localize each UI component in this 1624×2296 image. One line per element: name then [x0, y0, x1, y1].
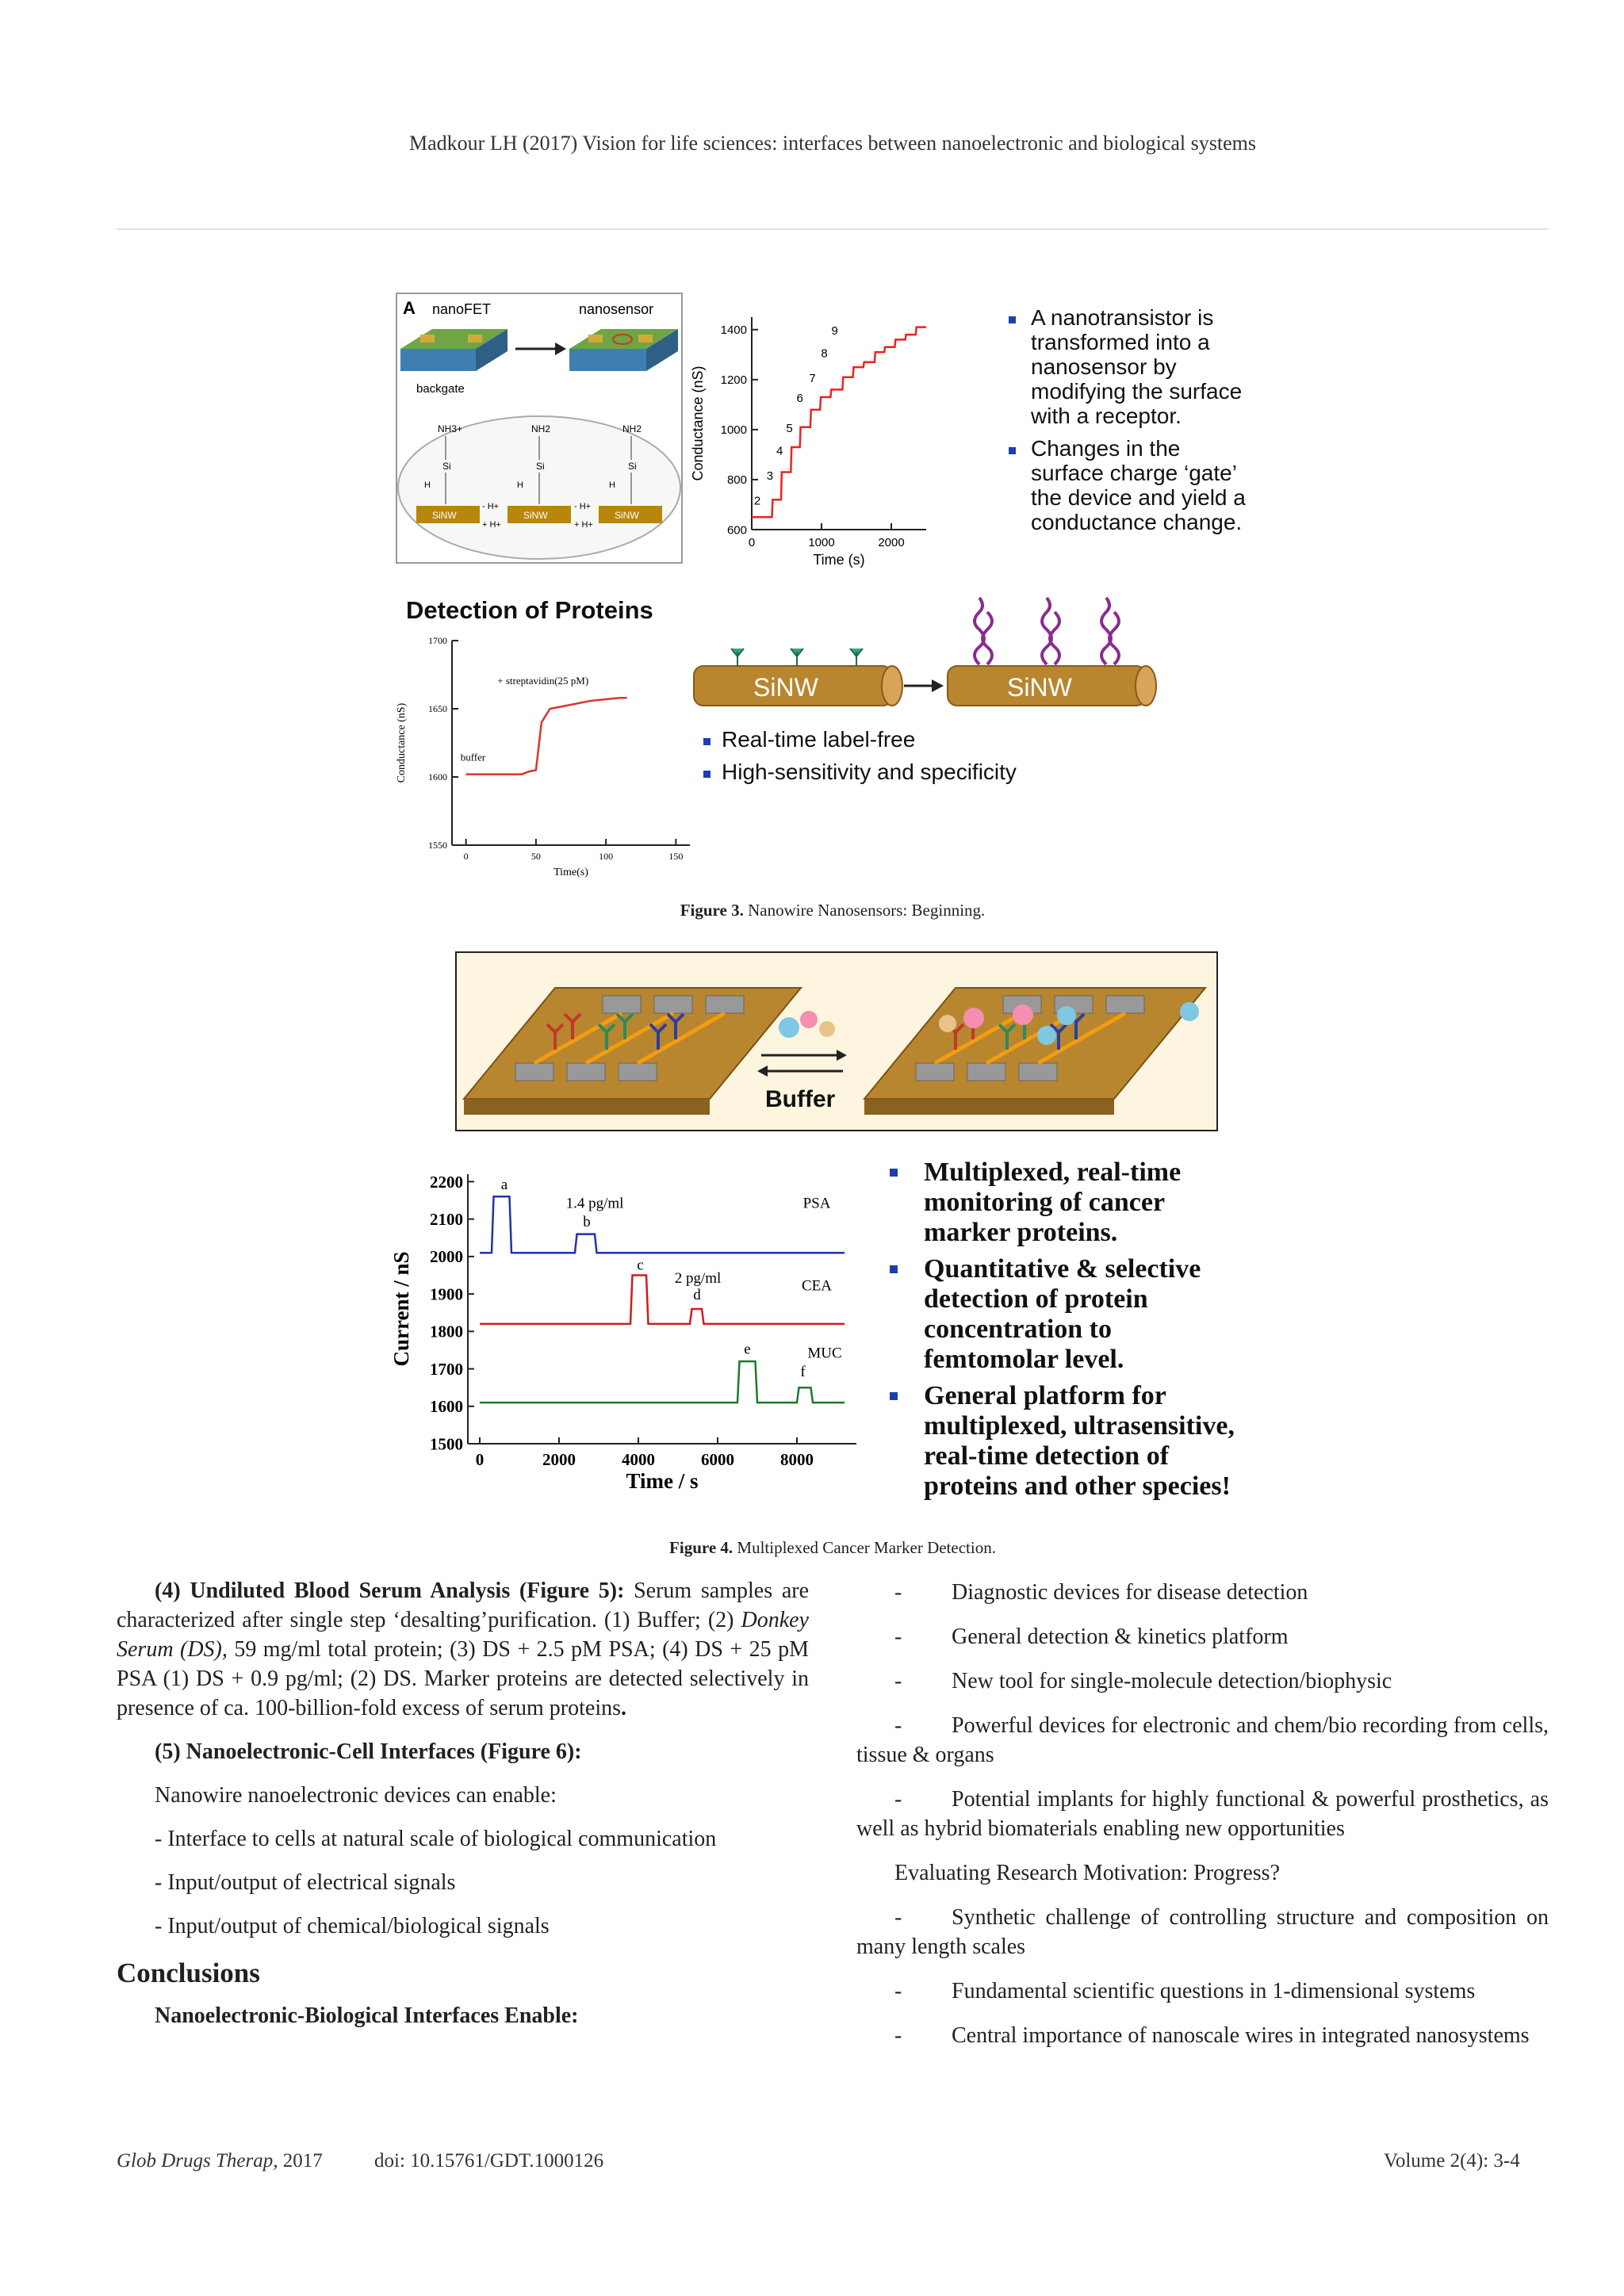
series-line-0 — [466, 698, 627, 774]
y-axis-label: Conductance (nS) — [690, 365, 706, 481]
annotation: 2 — [753, 494, 761, 508]
right-item: - Potential implants for highly functional & powerful prosthetics, as well as hybrid biomaterials enabling new opportunities — [856, 1787, 1549, 1841]
paragraph-enable: Nanowire nanoelectronic devices can enable: — [155, 1783, 557, 1808]
annotation: CEA — [802, 1277, 832, 1295]
y-tick-label: 1600 — [430, 1397, 463, 1417]
svg-text:H: H — [424, 480, 431, 490]
x-tick-label: 6000 — [701, 1450, 734, 1469]
svg-text:NH2: NH2 — [531, 423, 551, 434]
right-item: - Synthetic challenge of controlling structure and composition on many length scales — [856, 1905, 1549, 1959]
x-axis-label: Time(s) — [553, 867, 588, 878]
y-tick-label: 2000 — [430, 1247, 463, 1267]
x-tick-label: 0 — [475, 1450, 485, 1469]
svg-text:NH3+: NH3+ — [438, 423, 463, 434]
y-tick-label: 1700 — [428, 635, 447, 647]
annotation: 8 — [821, 346, 828, 361]
svg-text:H: H — [517, 480, 523, 490]
figure-3-caption: Figure 3. Nanowire Nanosensors: Beginning. — [680, 901, 986, 920]
nanosensor-label: nanosensor — [579, 301, 654, 317]
right-mid-text: Evaluating Research Motivation: Progress? — [894, 1861, 1280, 1885]
x-tick-label: 8000 — [780, 1450, 814, 1469]
svg-text:Si: Si — [536, 461, 545, 472]
annotation: 3 — [766, 469, 774, 483]
right-item: - Fundamental scientific questions in 1-dimensional systems — [894, 1979, 1476, 2003]
figure3-bullets — [1009, 305, 1252, 534]
buffer-label: Buffer — [765, 1086, 836, 1112]
list-item: - Input/output of electrical signals — [155, 1870, 456, 1895]
right-column — [856, 1578, 1549, 2050]
bullet2-0: Real-time label-free — [722, 727, 916, 752]
svg-text:Changes in the surface c: Changes in the surface charge ‘gate’ the device and yield a conductance change. — [1031, 436, 1246, 534]
svg-text:NH2: NH2 — [622, 423, 642, 434]
footer-doi: doi: 10.15761/GDT.1000126 — [374, 2150, 604, 2172]
svg-text:Multiplexed, real-time m: Multiplexed, real-time monitoring of cancer marker proteins. — [924, 1158, 1182, 1247]
y-axis-label: Current / nS — [389, 1251, 413, 1367]
annotation: + streptavidin(25 pM) — [497, 675, 589, 687]
right-item: - Central importance of nanoscale wires in integrated nanosystems — [894, 2023, 1530, 2048]
backgate-label: backgate — [416, 382, 465, 396]
running-head: Madkour LH (2017) Vision for life sciences: interfaces between nanoelectronic and biological systems — [409, 132, 1256, 155]
svg-text:SiNW: SiNW — [1007, 673, 1072, 702]
sinw-diagram — [694, 598, 1156, 706]
svg-text:+ H+: + H+ — [574, 520, 593, 530]
svg-text:H: H — [609, 480, 615, 490]
annotation: buffer — [460, 751, 486, 763]
svg-text:Quantitative & selective: Quantitative & selective detection of protein concentration to femtomolar level. — [924, 1254, 1201, 1374]
right-item: - Powerful devices for electronic and chem/bio recording from cells, tissue & organs — [856, 1713, 1549, 1767]
series-line-cea — [480, 1276, 845, 1324]
ph-conductance-chart — [690, 317, 926, 568]
figure-3 — [389, 285, 1300, 896]
list-item: - Interface to cells at natural scale of biological communication — [155, 1827, 717, 1851]
svg-text:- H+: - H+ — [574, 502, 592, 511]
svg-text:+ H+: + H+ — [482, 520, 501, 530]
heading-cell-interfaces: (5) Nanoelectronic-Cell Interfaces (Figure 6): — [155, 1739, 582, 1764]
annotation: MUC — [807, 1345, 842, 1362]
annotation: c — [637, 1257, 644, 1274]
figure4-bullets — [890, 1158, 1241, 1501]
y-tick-label: 600 — [726, 523, 747, 538]
y-tick-label: 1550 — [428, 840, 447, 851]
svg-text:SiNW: SiNW — [615, 510, 639, 521]
protein-title: Detection of Proteins — [406, 596, 653, 624]
annotation: PSA — [802, 1195, 831, 1212]
series-line-muc — [480, 1361, 845, 1402]
x-tick-label: 4000 — [622, 1450, 655, 1469]
y-tick-label: 1650 — [428, 703, 447, 715]
x-tick-label: 0 — [748, 536, 756, 549]
panel-label: A — [403, 298, 416, 318]
y-tick-label: 2100 — [430, 1210, 463, 1230]
annotation: 5 — [786, 422, 793, 436]
figure-4-caption: Figure 4. Multiplexed Cancer Marker Detection. — [669, 1538, 996, 1557]
x-tick-label: 2000 — [878, 536, 905, 549]
series-line-0 — [752, 327, 926, 518]
annotation: d — [693, 1287, 701, 1304]
svg-text:SiNW: SiNW — [432, 510, 457, 521]
y-tick-label: 1700 — [430, 1359, 463, 1379]
bullet2-1: High-sensitivity and specificity — [722, 760, 1017, 784]
y-tick-label: 1900 — [430, 1284, 463, 1304]
right-item: - Diagnostic devices for disease detection — [894, 1580, 1308, 1605]
annotation: 7 — [809, 371, 816, 385]
svg-text:General platform for mul: General platform for multiplexed, ultrasensitive, real-time detection of proteins and other species! — [924, 1381, 1235, 1501]
paragraph-serum: (4) Undiluted Blood Serum Analysis (Figure 5): Serum samples are characterized after single step ‘desalting’purification. (1) Buffer; (2) Donkey Serum (DS), 59 mg/ml total protein; (3) DS + 2.5 pM PSA; (4) DS + 25 pM PSA (1) DS + 0.9 pg/ml; (2) DS. Marker proteins are detected selectively in presence of ca. 100-billion-fold excess of serum proteins. — [117, 1578, 810, 1720]
right-item: - New tool for single-molecule detection/biophysic — [894, 1669, 1392, 1693]
annotation: 9 — [831, 324, 838, 339]
y-tick-label: 1000 — [720, 423, 747, 438]
y-tick-label: 1500 — [430, 1434, 463, 1454]
x-tick-label: 1000 — [808, 536, 835, 549]
x-tick-label: 0 — [463, 851, 469, 862]
annotation: b — [583, 1214, 591, 1231]
annotation: 6 — [796, 392, 803, 406]
x-axis-label: Time (s) — [813, 552, 865, 568]
series-line-psa — [480, 1196, 845, 1253]
list-item: - Input/output of chemical/biological signals — [155, 1914, 550, 1938]
header-rule — [117, 228, 1549, 230]
multiplexed-chart — [389, 1173, 856, 1493]
y-tick-label: 1400 — [720, 323, 747, 338]
conclusions-heading: Conclusions — [117, 1957, 260, 1988]
svg-text:SiNW: SiNW — [523, 510, 548, 521]
annotation: f — [800, 1364, 806, 1380]
right-item: - General detection & kinetics platform — [894, 1624, 1289, 1649]
annotation: a — [500, 1176, 508, 1193]
annotation: e — [744, 1341, 751, 1358]
annotation: 2 pg/ml — [674, 1269, 722, 1287]
y-tick-label: 800 — [726, 473, 747, 488]
y-tick-label: 1200 — [720, 373, 747, 388]
svg-text:Si: Si — [442, 461, 451, 472]
y-tick-label: 1800 — [430, 1322, 463, 1341]
y-tick-label: 2200 — [430, 1172, 463, 1192]
x-tick-label: 2000 — [542, 1450, 576, 1469]
annotation: 4 — [776, 444, 783, 458]
footer-volume: Volume 2(4): 3-4 — [1384, 2150, 1520, 2172]
conclusions-subheading: Nanoelectronic-Biological Interfaces Enable: — [155, 2003, 579, 2028]
footer-journal: Glob Drugs Therap, 2017 — [117, 2150, 323, 2172]
left-column — [117, 1576, 809, 2030]
y-axis-label: Conductance (nS) — [396, 702, 408, 783]
annotation: 1.4 pg/ml — [565, 1195, 624, 1212]
svg-text:- H+: - H+ — [482, 502, 500, 511]
svg-text:Si: Si — [628, 461, 637, 472]
svg-text:A nanotransistor is tran: A nanotransistor is transformed into a nanosensor by modifying the surface with a receptor. — [1031, 305, 1243, 428]
x-tick-label: 50 — [530, 851, 541, 862]
chip-side-left — [400, 349, 476, 371]
x-tick-label: 150 — [668, 851, 684, 862]
x-tick-label: 100 — [599, 851, 614, 862]
streptavidin-chart — [396, 635, 690, 878]
svg-text:SiNW: SiNW — [753, 673, 818, 702]
figure-4 — [389, 948, 1300, 1519]
nanofet-label: nanoFET — [432, 301, 492, 317]
y-tick-label: 1600 — [428, 771, 447, 783]
x-axis-label: Time / s — [626, 1469, 699, 1493]
